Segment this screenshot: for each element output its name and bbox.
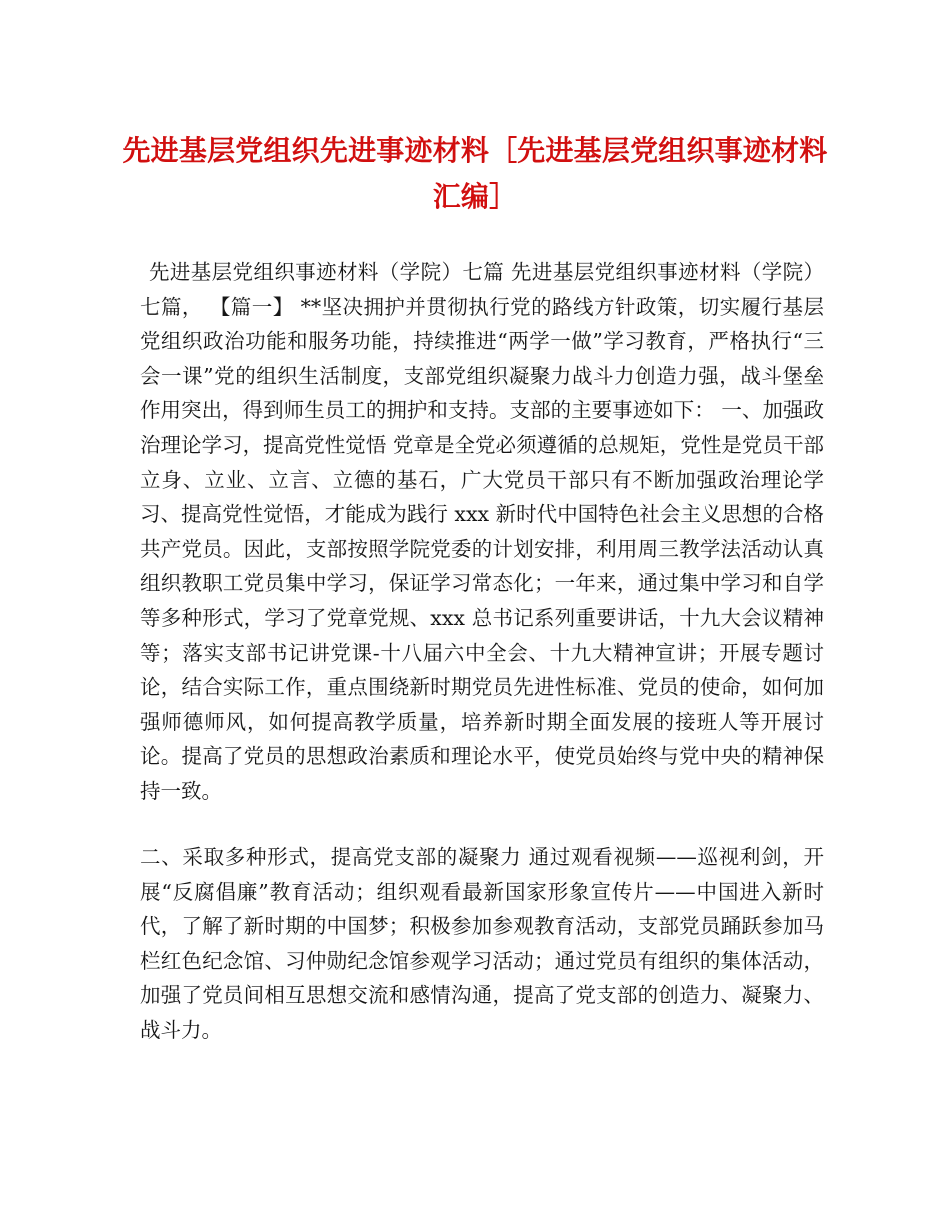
body-paragraph-1: 先进基层党组织事迹材料（学院）七篇 先进基层党组织事迹材料（学院）七篇， 【篇一】 **坚决拥护并贯彻执行党的路线方针政策，切实履行基层党组织政治功能和服务功能，持续推进“两学一做”学习教育，严格执行“三会一课”党的组织生活制度，支部党组织凝聚力战斗力创造力强，战斗堡垒作用突出，得到师生员工的拥护和支持。支部的主要事迹如下： 一、加强政治理论学习，提高党性觉悟 党章是全党必须遵循的总规矩，党性是党员干部立身、立业、立言、立德的基石，广大党员干部只有不断加强政治理论学习、提高党性觉悟，才能成为践行 xxx 新时代中国特色社会主义思想的合格共产党员。因此，支部按照学院党委的计划安排，利用周三教学法活动认真组织教职工党员集中学习，保证学习常态化；一年来，通过集中学习和自学等多种形式，学习了党章党规、xxx 总书记系列重要讲话，十九大会议精神等；落实支部书记讲党课-十八届六中全会、十九大精神宣讲；开展专题讨论，结合实际工作，重点围绕新时期党员先进性标准、党员的使命，如何加强师德师风，如何提高教学质量，培养新时期全面发展的接班人等开展讨论。提高了党员的思想政治素质和理论水平，使党员始终与党中央的精神保持一致。 — [140, 260, 824, 803]
document-title: 先进基层党组织先进事迹材料［先进基层党组织事迹材料汇编］ — [122, 134, 828, 213]
body-paragraph-2: 二、采取多种形式，提高党支部的凝聚力 通过观看视频——巡视利剑，开展“反腐倡廉”教育活动；组织观看最新国家形象宣传片——中国进入新时代，了解了新时期的中国梦；积极参加参观教育活动，支部党员踊跃参加马栏红色纪念馆、习仲勋纪念馆参观学习活动；通过党员有组织的集体活动，加强了党员间相互思想交流和感情沟通，提高了党支部的创造力、凝聚力、战斗力。 — [140, 845, 824, 1042]
